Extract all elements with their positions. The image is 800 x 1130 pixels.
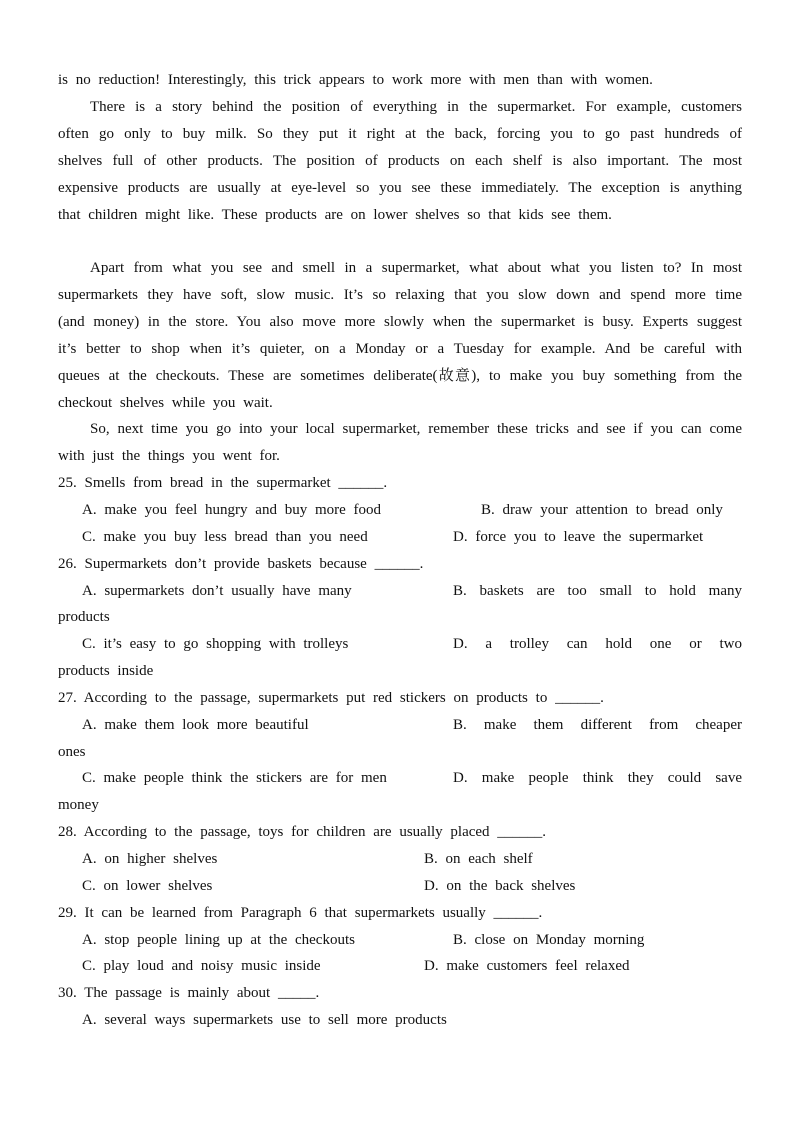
question-26-option-b[interactable]: B. baskets are too small to hold many: [453, 583, 742, 599]
question-27-option-continuation: money: [58, 797, 99, 813]
question-29-option-d[interactable]: D. make customers feel relaxed: [424, 958, 630, 974]
question-26-option-c[interactable]: C. it’s easy to go shopping with trolleys: [82, 636, 349, 652]
passage-paragraph-6: Apart from what you see and smell in a supermarket, what about what you listen to? In most supermarkets they have soft, slow music. It’s so relaxing that you slow down and spend more time (and money) in the store. You also move more slowly when the supermarket is busy. Experts suggest it’s better to shop when it’s quieter, on a Monday or a Tuesday for example. And be careful with queues at the checkouts. These are sometimes deliberate(故意), to make you buy something from the checkout shelves while you wait.: [58, 260, 742, 411]
question-27-stem: 27. According to the passage, supermarkets put red stickers on products to ______.: [58, 690, 604, 706]
question-27-option-d[interactable]: D. make people think they could save: [453, 770, 742, 786]
question-26-stem: 26. Supermarkets don’t provide baskets because ______.: [58, 556, 424, 572]
question-27-option-continuation: ones: [58, 744, 86, 760]
question-28-option-a[interactable]: A. on higher shelves: [82, 851, 218, 867]
question-26-option-a[interactable]: A. supermarkets don’t usually have many: [82, 583, 352, 599]
question-26-option-d[interactable]: D. a trolley can hold one or two: [453, 636, 742, 652]
question-28-option-c[interactable]: C. on lower shelves: [82, 878, 213, 894]
question-26-option-continuation: products: [58, 609, 110, 625]
question-29-stem: 29. It can be learned from Paragraph 6 that supermarkets usually ______.: [58, 905, 543, 921]
question-27-option-b[interactable]: B. make them different from cheaper: [453, 717, 742, 733]
question-25-stem: 25. Smells from bread in the supermarket ______.: [58, 475, 388, 491]
passage-paragraph-5: There is a story behind the position of everything in the supermarket. For example, customers often go only to buy milk. So they put it right at the back, forcing you to go past hundreds of shelves full of other products. The position of products on each shelf is also important. The most expensive products are usually at eye-level so you see these immediately. The exception is anything that children might like. These products are on lower shelves so that kids see them.: [58, 99, 742, 223]
question-27-option-a[interactable]: A. make them look more beautiful: [82, 717, 309, 733]
question-27-option-c[interactable]: C. make people think the stickers are for men: [82, 770, 387, 786]
passage-paragraph-7: So, next time you go into your local supermarket, remember these tricks and see if you can come with just the things you went for.: [58, 421, 742, 464]
question-25-option-b[interactable]: B. draw your attention to bread only: [481, 502, 723, 518]
question-25-option-c[interactable]: C. make you buy less bread than you need: [82, 529, 368, 545]
question-25-option-a[interactable]: A. make you feel hungry and buy more food: [82, 502, 382, 518]
question-25-option-d[interactable]: D. force you to leave the supermarket: [453, 529, 704, 545]
question-29-option-a[interactable]: A. stop people lining up at the checkouts: [82, 932, 355, 948]
passage-paragraph-tail: is no reduction! Interestingly, this trick appears to work more with men than with women.: [58, 72, 653, 88]
question-28-option-b[interactable]: B. on each shelf: [424, 851, 533, 867]
question-28-option-d[interactable]: D. on the back shelves: [424, 878, 576, 894]
question-26-option-continuation: products inside: [58, 663, 154, 679]
question-30-option-a[interactable]: A. several ways supermarkets use to sell more products: [82, 1012, 447, 1028]
question-29-option-c[interactable]: C. play loud and noisy music inside: [82, 958, 321, 974]
question-28-stem: 28. According to the passage, toys for children are usually placed ______.: [58, 824, 547, 840]
question-30-stem: 30. The passage is mainly about _____.: [58, 985, 320, 1001]
question-29-option-b[interactable]: B. close on Monday morning: [453, 932, 645, 948]
